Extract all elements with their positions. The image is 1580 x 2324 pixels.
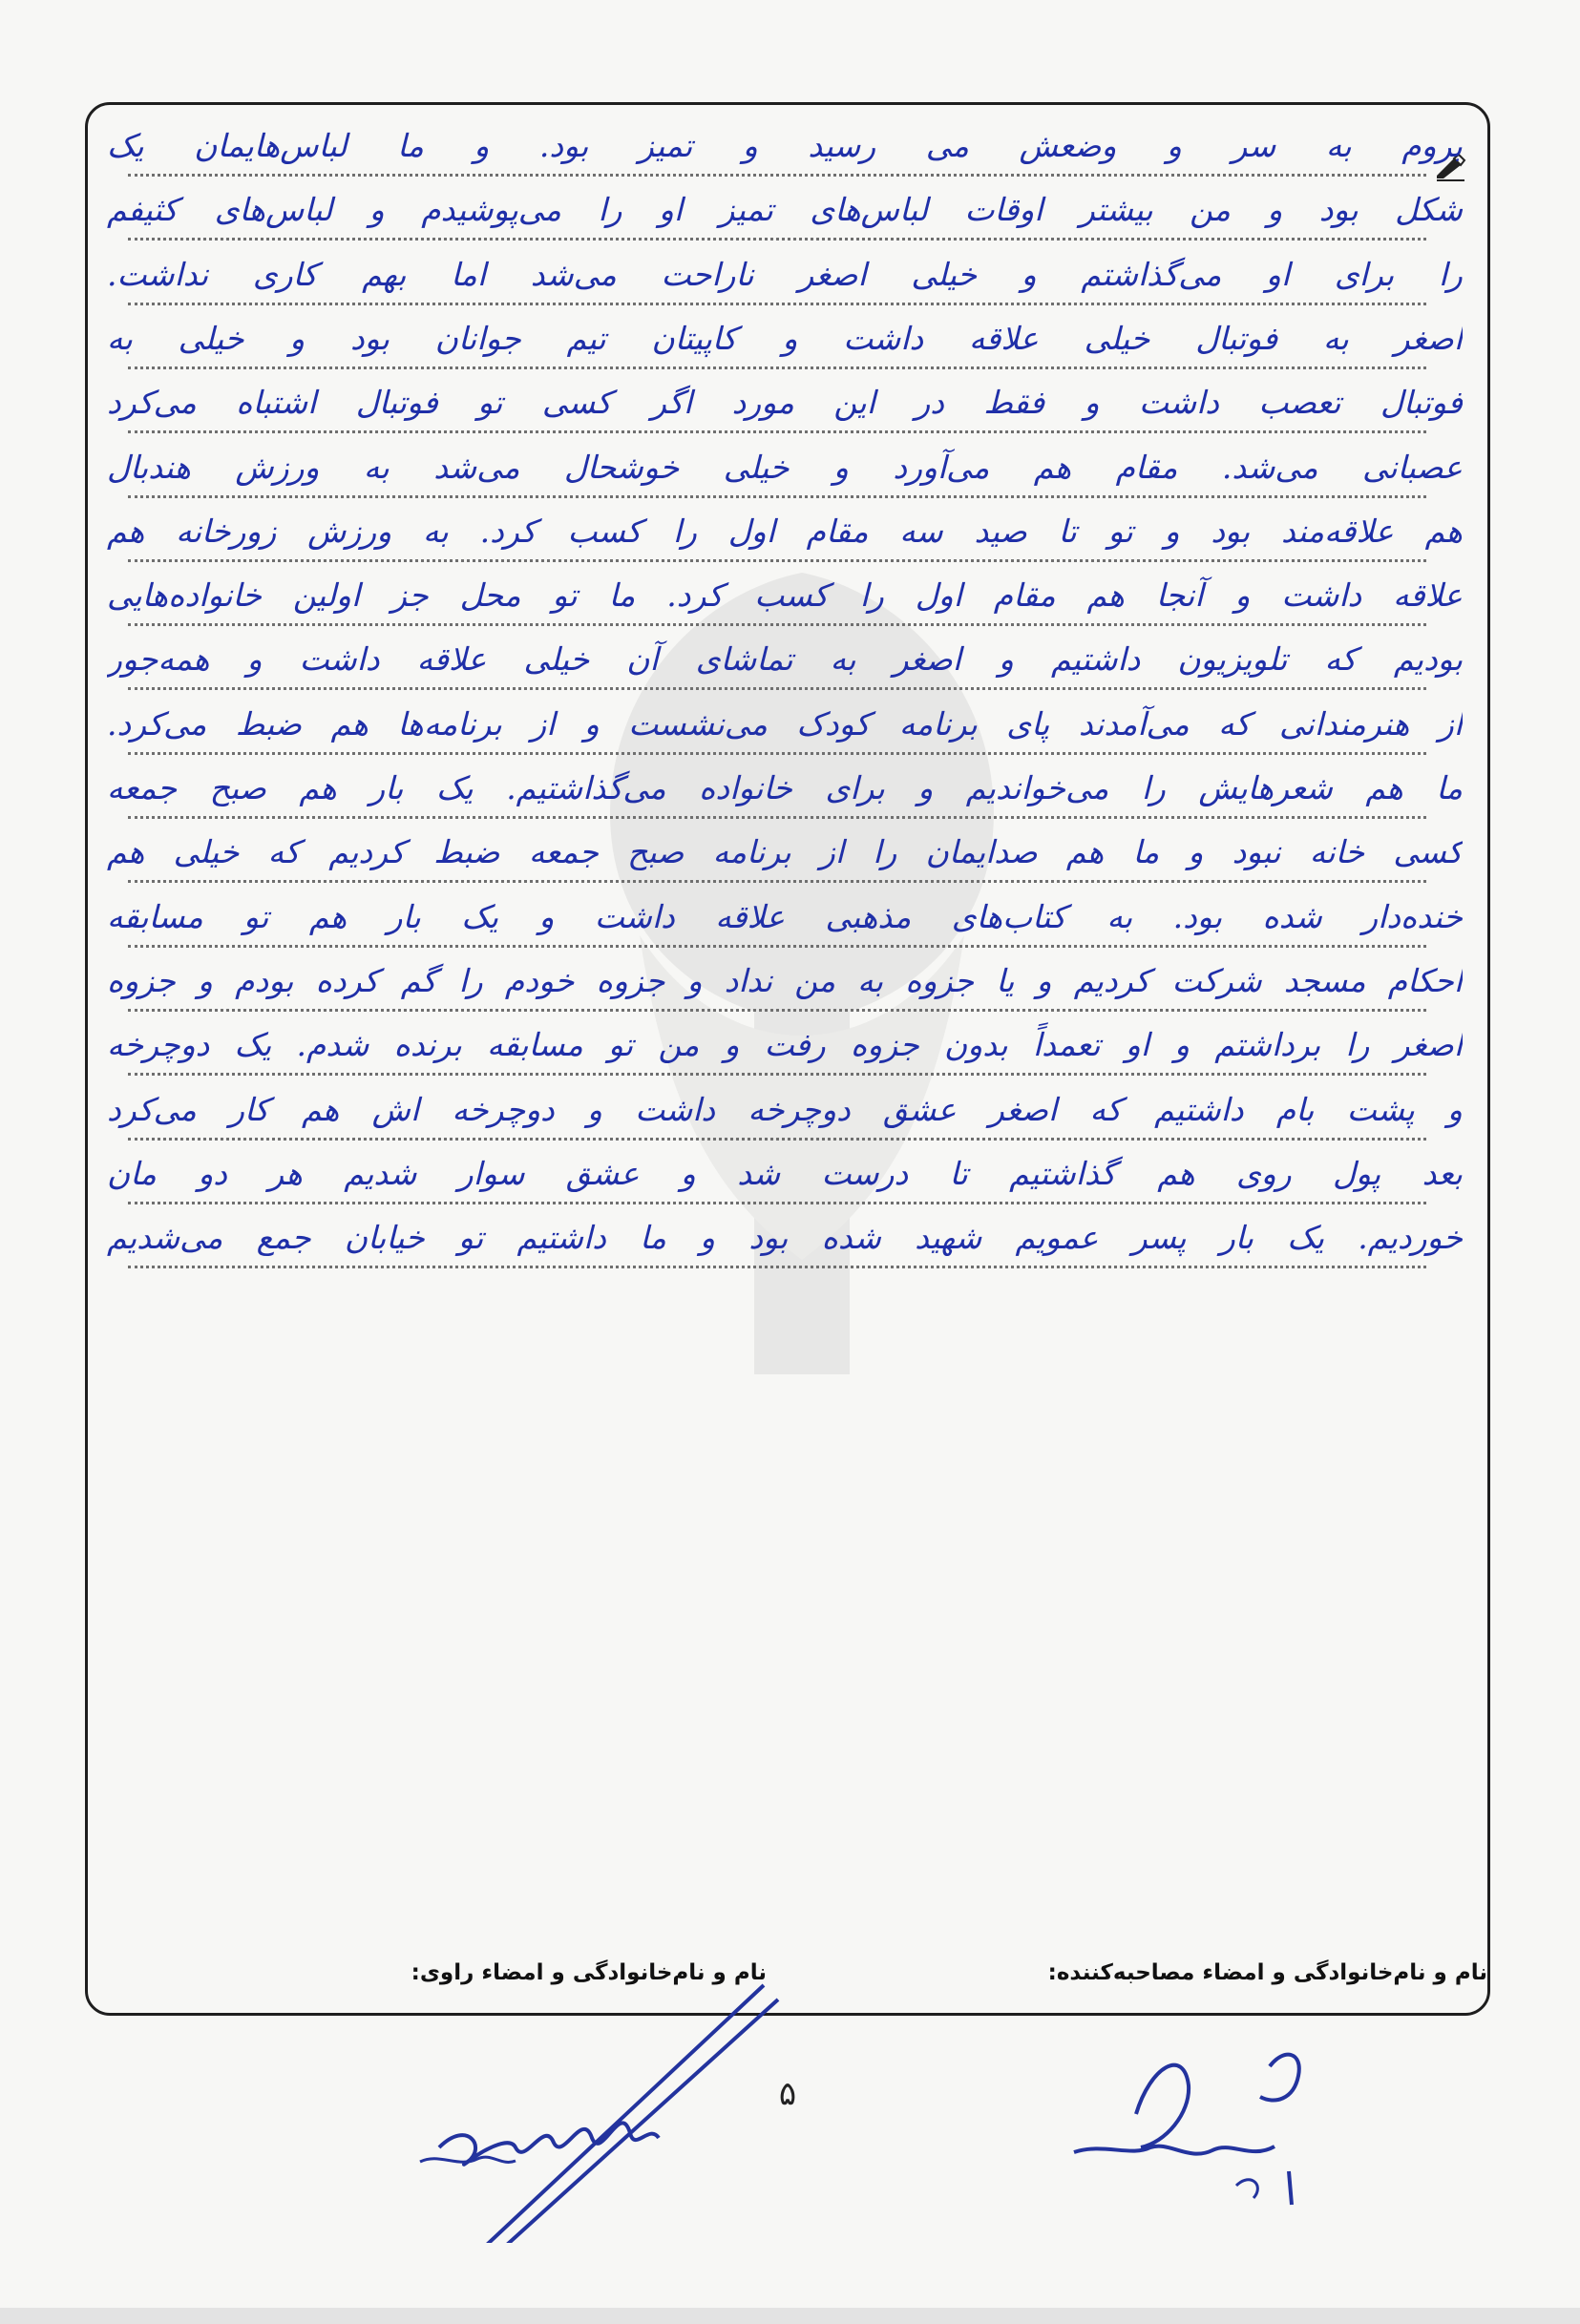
ruled-line	[128, 816, 1426, 819]
ruled-line	[128, 1138, 1426, 1141]
ruled-line	[128, 945, 1426, 948]
ruled-line	[128, 752, 1426, 755]
handwritten-line: شکل بود و من بیشتر اوقات لباس‌های تمیز او را می‌پوشیدم و لباس‌های کثیفم	[107, 191, 1463, 229]
ruled-line	[128, 880, 1426, 883]
handwritten-line: فوتبال تعصب داشت و فقط در این مورد اگر کسی تو فوتبال اشتباه می‌کرد	[107, 384, 1463, 422]
narrator-signature	[401, 1957, 802, 2243]
handwritten-line: عصبانی می‌شد. مقام هم می‌آورد و خیلی خوشحال می‌شد به ورزش هندبال	[107, 448, 1463, 486]
ruled-line	[128, 495, 1426, 498]
narrator-signature-label: نام و نام‌خانوادگی و امضاء راوی:	[411, 1960, 767, 1985]
ruled-line	[128, 430, 1426, 433]
handwritten-line: اصغر را برداشتم و او تعمداً بدون جزوه رفت و من تو مسابقه برنده شدم. یک دوچرخه	[107, 1026, 1463, 1064]
page-number: ۵	[778, 2075, 797, 2113]
ruled-line	[128, 303, 1426, 305]
handwritten-line: خوردیم. یک بار پسر عمویم شهید شده بود و ما داشتیم تو خیابان جمع می‌شدیم	[107, 1219, 1463, 1257]
ruled-line	[128, 238, 1426, 241]
handwritten-line: از هنرمندانی که می‌آمدند پای برنامه کودک می‌نشست و از برنامه‌ها هم ضبط می‌کرد.	[107, 704, 1463, 743]
ruled-line	[128, 174, 1426, 177]
handwritten-line: بعد پول روی هم گذاشتیم تا درست شد و عشق سوار شدیم هر دو مان	[107, 1154, 1463, 1192]
ruled-line	[128, 623, 1426, 626]
ruled-line	[128, 366, 1426, 369]
handwritten-line: بودیم که تلویزیون داشتیم و اصغر به تماشای آن خیلی علاقه داشت و همه‌جور	[107, 640, 1463, 679]
handwritten-line: ما هم شعرهایش را می‌خواندیم و برای خانواده می‌گذاشتیم. یک بار هم صبح جمعه	[107, 769, 1463, 806]
ruled-line	[128, 1202, 1426, 1204]
handwritten-line: کسی خانه نبود و ما هم صدایمان را از برنامه صبح جمعه ضبط کردیم که خیلی هم	[107, 833, 1463, 871]
handwritten-line: اصغر به فوتبال خیلی علاقه داشت و کاپیتان تیم جوانان بود و خیلی به	[107, 319, 1463, 357]
interviewer-signature-label: نام و نام‌خانوادگی و امضاء مصاحبه‌کننده:	[1047, 1960, 1487, 1985]
handwritten-line: علاقه داشت و آنجا هم مقام اول را کسب کرد. ما تو محل جز اولین خانواده‌هایی	[107, 576, 1463, 615]
ruled-line	[128, 1266, 1426, 1268]
handwritten-line: هم علاقه‌مند بود و تو تا صید سه مقام اول را کسب کرد. به ورزش زورخانه هم	[107, 512, 1463, 550]
ruled-line	[128, 1009, 1426, 1012]
scan-edge	[0, 2308, 1580, 2324]
ruled-line	[128, 1073, 1426, 1076]
handwritten-line: را برای او می‌گذاشتم و خیلی اصغر ناراحت می‌شد اما بهم کاری نداشت.	[107, 255, 1463, 293]
ruled-line	[128, 687, 1426, 690]
ruled-line	[128, 559, 1426, 562]
handwritten-line: احکام مسجد شرکت کردیم و یا جزوه به من نداد و جزوه خودم را گم کرده بودم و جزوه	[107, 961, 1463, 999]
interviewer-signature	[1045, 2028, 1360, 2229]
handwritten-line: بروم به سر و وضعش می رسید و تمیز بود. و ما لباس‌هایمان یک	[107, 127, 1463, 164]
handwritten-line: و پشت بام داشتیم که اصغر عشق دوچرخه داشت و دوچرخه اش هم کار می‌کرد	[107, 1090, 1463, 1128]
handwritten-line: خنده‌دار شده بود. به کتاب‌های مذهبی علاقه داشت و یک بار هم تو مسابقه	[107, 897, 1463, 935]
